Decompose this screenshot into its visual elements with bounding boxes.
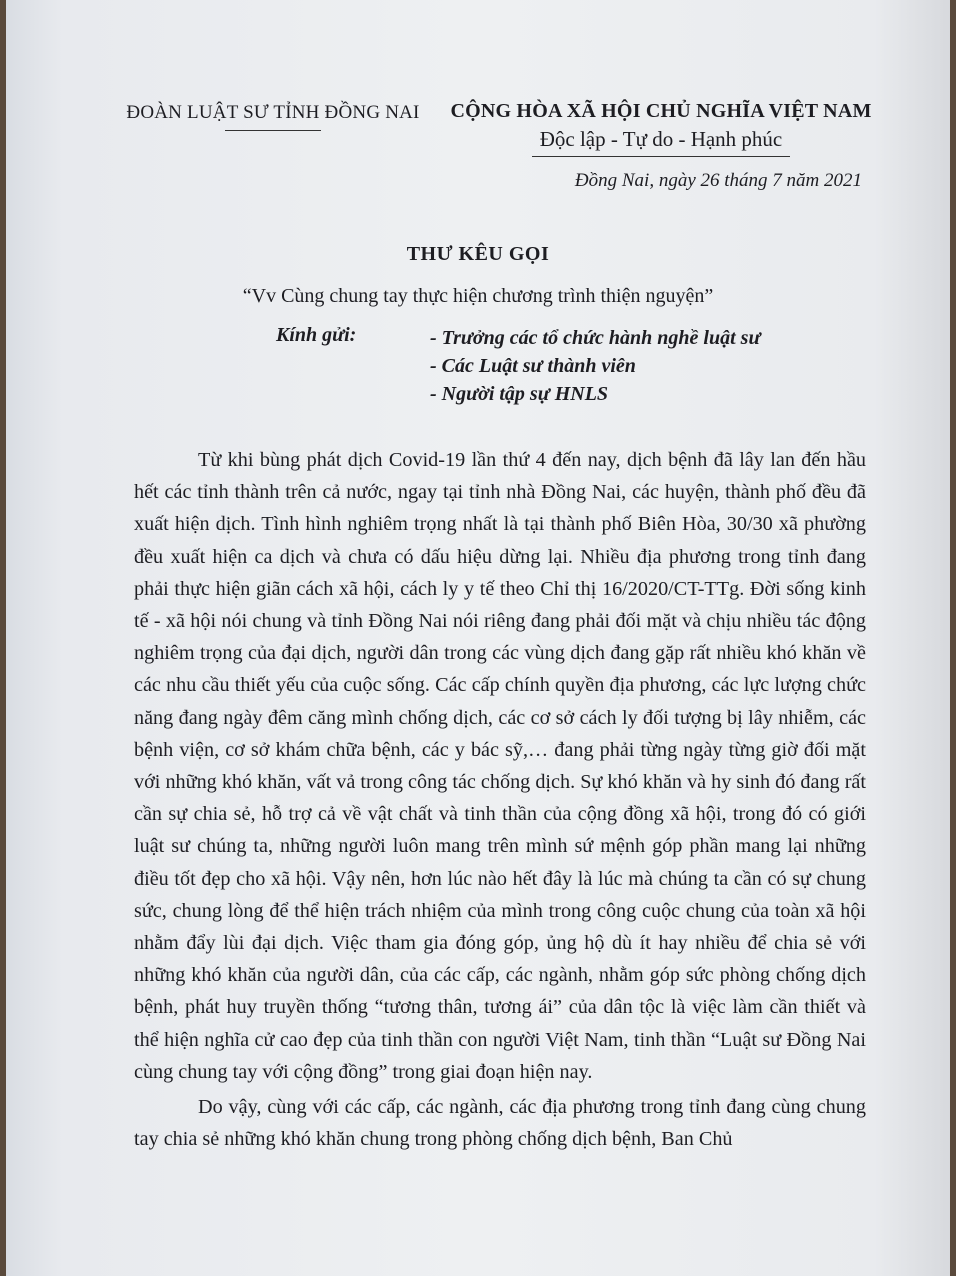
national-motto: Độc lập - Tự do - Hạnh phúc	[532, 127, 791, 157]
date-line: Đồng Nai, ngày 26 tháng 7 năm 2021	[574, 170, 862, 191]
recipient-item: - Người tập sự HNLS	[430, 383, 609, 405]
letter-body	[134, 444, 866, 1155]
recipient-item: - Các Luật sư thành viên	[430, 355, 636, 377]
issuing-organization	[118, 102, 428, 131]
nation-name: CỘNG HÒA XÃ HỘI CHỦ NGHĨA VIỆT NAM	[450, 100, 872, 122]
letter-page	[6, 0, 950, 1276]
document-title: THƯ KÊU GỌI	[406, 243, 550, 265]
body-paragraph: Do vậy, cùng với các cấp, các ngành, các địa phương trong tỉnh đang cùng chung tay chia sẻ những khó khăn chung trong phòng chống dịch bệnh, Ban Chủ	[134, 1096, 866, 1151]
body-paragraph: Từ khi bùng phát dịch Covid-19 lần thứ 4 đến nay, dịch bệnh đã lây lan đến hầu hết các tỉnh thành trên cả nước, ngay tại tỉnh nhà Đồng Nai, các huyện, thành phố đều đã xuất hiện dịch. Tình hình nghiêm trọng nhất là tại thành phố Biên Hòa, 30/30 xã phường đều xuất hiện ca dịch và chưa có dấu hiệu dừng lại. Nhiều địa phương trong tỉnh đang phải thực hiện giãn cách xã hội, cách ly y tế theo Chỉ thị 16/2020/CT-TTg. Đời sống kinh tế - xã hội nói chung và tỉnh Đồng Nai nói riêng đang phải đối mặt và chịu nhiều tác động nghiêm trọng của đại dịch, người dân trong các vùng dịch đang gặp rất nhiều khó khăn về các nhu cầu thiết yếu của cuộc sống. Các cấp chính quyền địa phương, các lực lượng chức năng đang ngày đêm căng mình chống dịch, các cơ sở cách ly đối tượng bị lây nhiễm, các bệnh viện, cơ sở khám chữa bệnh, các y bác sỹ,… đang phải từng ngày từng giờ đối mặt với những khó khăn, vất vả trong công tác chống dịch. Sự khó khăn và hy sinh đó đang rất cần sự chia sẻ, hỗ trợ cả về vật chất và tinh thần của cộng đồng xã hội, trong đó có giới luật sư chúng ta, những người luôn mang trên mình sứ mệnh góp phần mang lại những điều tốt đẹp cho xã hội. Vậy nên, hơn lúc nào hết đây là lúc mà chúng ta cần có sự chung sức, chung lòng để thể hiện trách nhiệm của mình trong công cuộc chung của toàn xã hội nhằm đẩy lùi đại dịch. Việc tham gia đóng góp, ủng hộ dù ít hay nhiều để chia sẻ với những khó khăn của người dân, của các cấp, các ngành, nhằm góp sức phòng chống dịch bệnh, phát huy truyền thống “tương thân, tương ái” của dân tộc là việc làm cần thiết và thể hiện nghĩa cử cao đẹp của tinh thần con người Việt Nam, tinh thần “Luật sư Đồng Nai cùng chung tay với cộng đồng” trong giai đoạn hiện nay.	[134, 449, 866, 1083]
recipients-label: Kính gửi:	[276, 324, 357, 346]
recipients-list	[430, 324, 850, 408]
recipient-item: - Trưởng các tổ chức hành nghề luật sư	[430, 327, 761, 349]
document-subject: “Vv Cùng chung tay thực hiện chương trình thiện nguyện”	[242, 285, 714, 307]
organization-underline	[225, 130, 321, 131]
organization-name: ĐOÀN LUẬT SƯ TỈNH ĐỒNG NAI	[126, 102, 420, 123]
national-header	[446, 100, 876, 157]
